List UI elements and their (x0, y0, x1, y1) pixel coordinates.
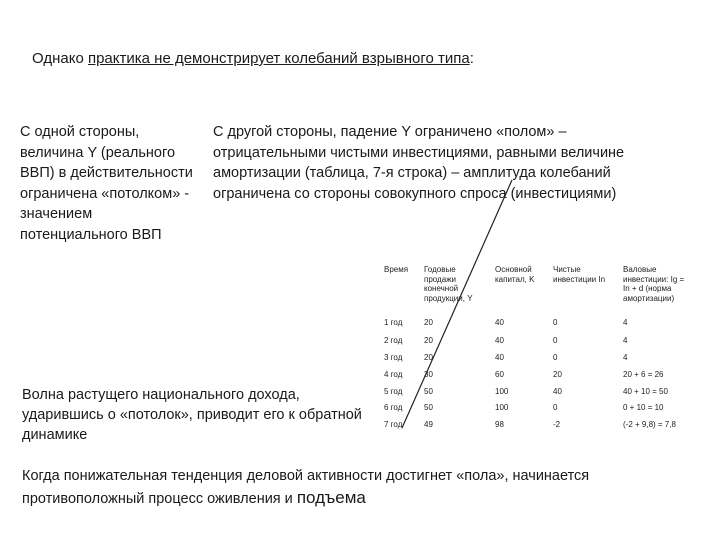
wave-text: Волна растущего национального дохода, ударившись о «потолок», приводит его к обратной динамике (22, 387, 362, 443)
ceiling-text: С одной стороны, величина Y (реального ВВП) в действительности ограничена «потолком» - значением потенциального ВВП (20, 124, 193, 243)
table-cell: 20 (424, 318, 433, 327)
table-cell: 0 (553, 403, 558, 412)
title-suffix: : (469, 50, 474, 67)
table-cell: 5 год (384, 387, 403, 396)
table-cell: 98 (495, 420, 504, 429)
table-cell: 3 год (384, 353, 403, 362)
table-cell: 40 + 10 = 50 (623, 387, 668, 396)
table-header-time: Время (384, 265, 409, 274)
table-cell: -2 (553, 420, 561, 429)
title-underlined-text: практика не демонстрирует колебаний взрывного типа (87, 50, 470, 67)
table-cell: 49 (424, 420, 433, 429)
table-cell: 0 + 10 = 10 (623, 403, 664, 412)
table-cell: 4 (623, 353, 628, 362)
table-cell: 40 (495, 318, 504, 327)
table-cell: 40 (495, 336, 504, 345)
revival-big-word: подъема (296, 488, 366, 507)
table-cell: 6 год (384, 403, 403, 412)
table-cell: 100 (495, 387, 509, 396)
table-cell: 50 (424, 387, 433, 396)
table-cell: 0 (553, 318, 558, 327)
title-prefix: Однако (32, 50, 88, 67)
table-cell: 0 (553, 336, 558, 345)
revival-main-text: Когда понижательная тенденция деловой активности достигнет «пола», начинается противоположный процесс оживления и (22, 468, 590, 507)
table-cell: 4 год (384, 370, 403, 379)
table-cell: 50 (424, 403, 433, 412)
floor-text: С другой стороны, падение Y ограничено «полом» – отрицательными чистыми инвестициями, равными величине амортизации (таблица, 7-я строка) – амплитуда колебаний ограничена со стороны совокупного спроса (инвестициями) (213, 124, 625, 202)
table-cell: 20 + 6 = 26 (623, 370, 664, 379)
table-header-gross-investment: Валовые инвестиции: Ig = In + d (норма амортизации) (623, 265, 685, 303)
table-cell: 40 (553, 387, 562, 396)
table-cell: 20 (424, 353, 433, 362)
table-cell: 7 год (384, 420, 403, 429)
table-cell: 20 (424, 336, 433, 345)
table-header-sales: Годовые продажи конечной продукции, Y (424, 265, 473, 303)
diagonal-line (402, 180, 512, 428)
table-cell: 1 год (384, 318, 403, 327)
table-cell: 40 (495, 353, 504, 362)
table-cell: 4 (623, 318, 628, 327)
table-header-net-investment: Чистые инвестиции In (553, 265, 606, 284)
table-cell: 4 (623, 336, 628, 345)
table-cell: 30 (424, 370, 433, 379)
table-cell: 60 (495, 370, 504, 379)
table-cell: 0 (553, 353, 558, 362)
table-cell: 2 год (384, 336, 403, 345)
table-cell: (-2 + 9,8) = 7,8 (623, 420, 676, 429)
table-cell: 20 (553, 370, 562, 379)
table-header-capital: Основной капитал, K (495, 265, 535, 284)
table-cell: 100 (495, 403, 509, 412)
